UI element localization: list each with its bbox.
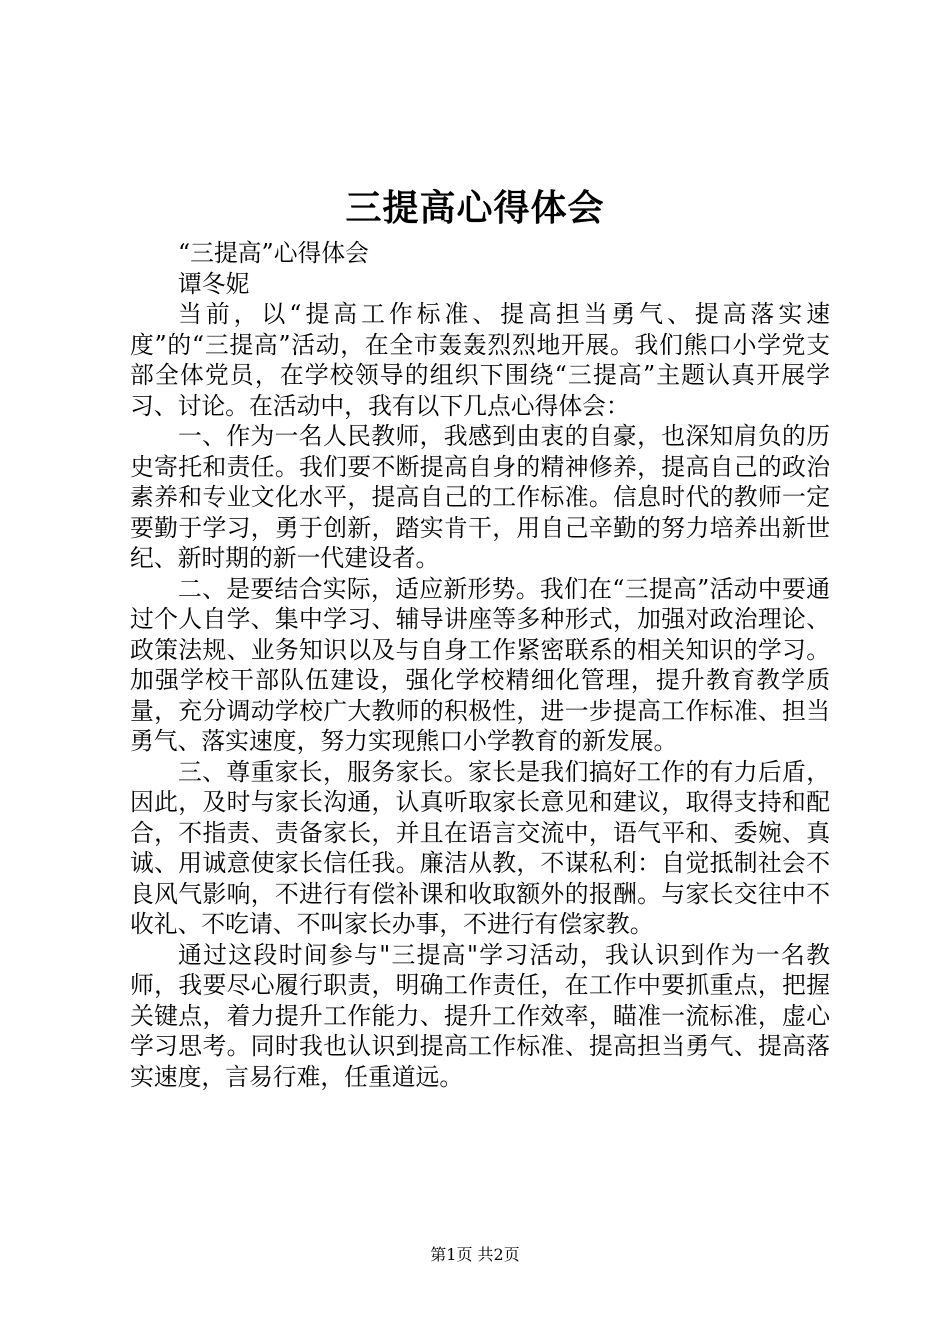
paragraph-point-two: 二、是要结合实际，适应新形势。我们在“三提高”活动中要通过个人自学、集中学习、辅导讲座等多种形式，加强对政治理论、政策法规、业务知识以及与自身工作紧密联系的相关知识的学习。加强学校干部队伍建设，强化学校精细化管理，提升教育教学质量，充分调动学校广大教师的积极性，进一步提高工作标准、担当勇气、落实速度，努力实现熊口小学教育的新发展。 [130, 574, 830, 755]
page-number-footer: 第1页 共2页 [430, 1245, 520, 1264]
paragraph-conclusion: 通过这段时间参与"三提高"学习活动，我认识到作为一名教师，我要尽心履行职责，明确工作责任，在工作中要抓重点，把握关键点，着力提升工作能力、提升工作效率，瞄准一流标准，虚心学习思考。同时我也认识到提高工作标准、提高担当勇气、提高落实速度，言易行难，任重道远。 [130, 940, 830, 1091]
document-subtitle: “三提高”心得体会 [178, 239, 369, 267]
document-body [130, 238, 830, 1092]
paragraph-intro: 当前，以“提高工作标准、提高担当勇气、提高落实速度”的“三提高”活动，在全市轰轰烈烈地开展。我们熊口小学党支部全体党员，在学校领导的组织下围绕“三提高”主题认真开展学习、讨论。在活动中，我有以下几点心得体会： [130, 300, 830, 420]
paragraph-point-three: 三、尊重家长，服务家长。家长是我们搞好工作的有力后盾，因此，及时与家长沟通，认真听取家长意见和建议，取得支持和配合，不指责、责备家长，并且在语言交流中，语气平和、委婉、真诚、用诚意使家长信任我。廉洁从教，不谋私利：自觉抵制社会不良风气影响，不进行有偿补课和收取额外的报酬。与家长交往中不收礼、不吃请、不叫家长办事，不进行有偿家教。 [130, 757, 830, 938]
document-title: 三提高心得体会 [345, 187, 605, 229]
paragraph-point-one: 一、作为一名人民教师，我感到由衷的自豪，也深知肩负的历史寄托和责任。我们要不断提高自身的精神修养，提高自己的政治素养和专业文化水平，提高自己的工作标准。信息时代的教师一定要勤于学习，勇于创新，踏实肯干，用自己辛勤的努力培养出新世纪、新时期的新一代建设者。 [130, 422, 830, 572]
document-author: 谭冬妮 [178, 269, 250, 298]
